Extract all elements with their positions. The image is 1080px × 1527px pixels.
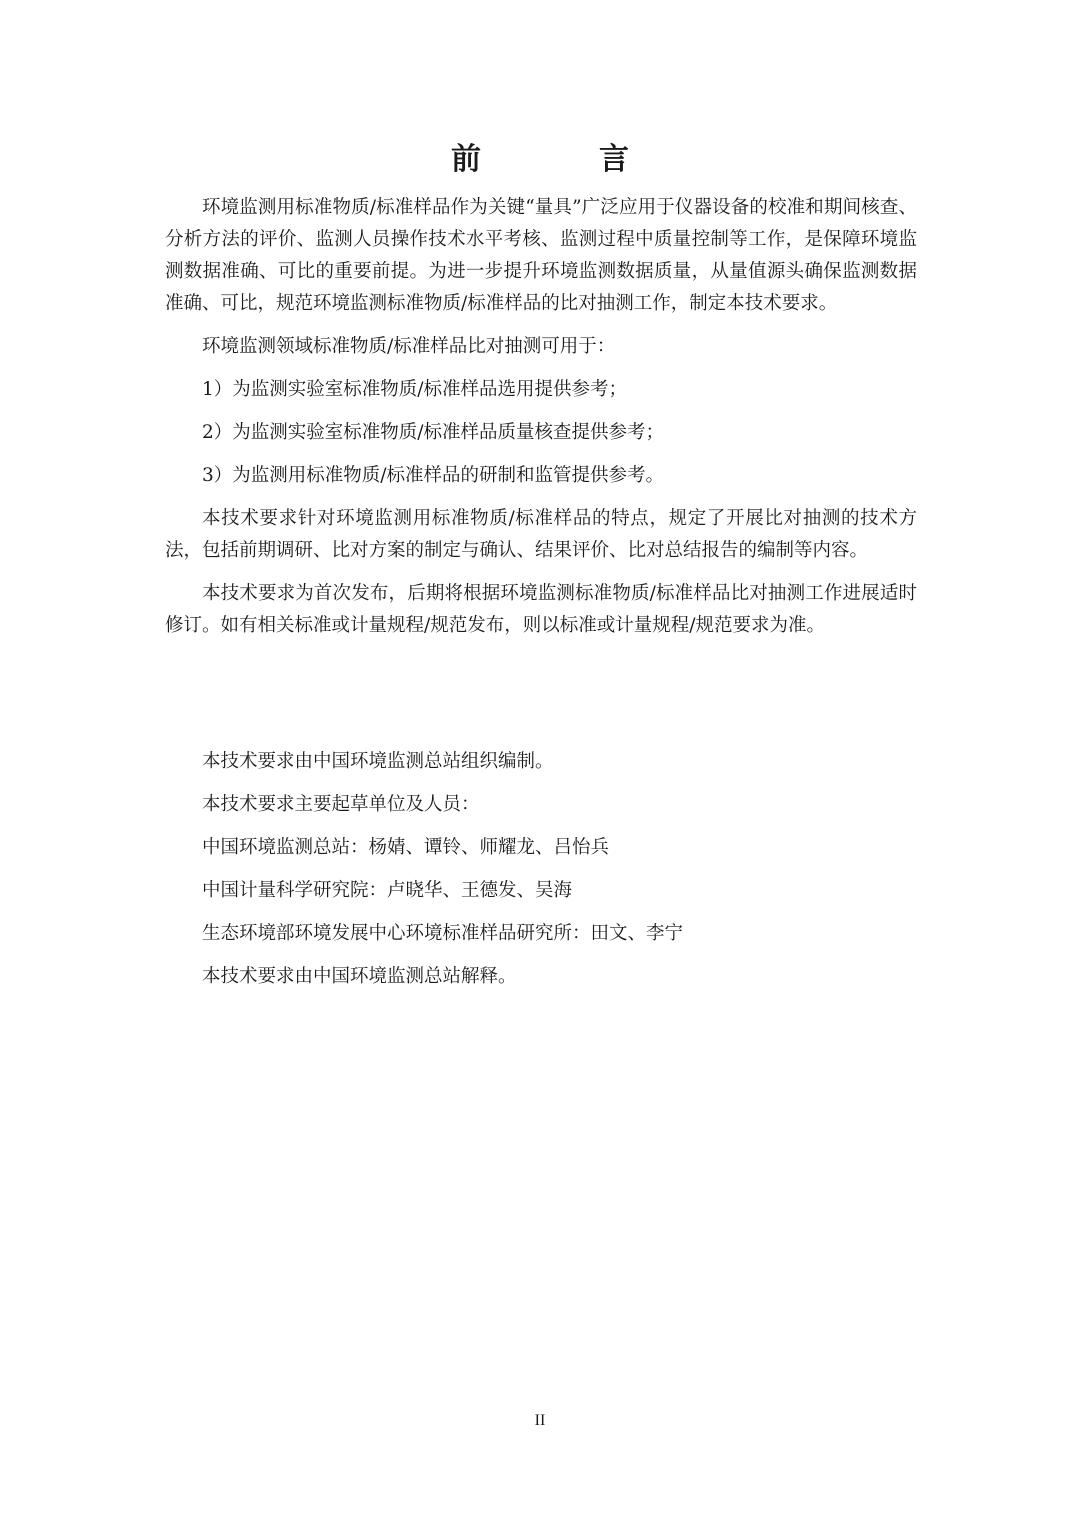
page-title: 前 言: [451, 142, 673, 177]
usage-item-2: 2）为监测实验室标准物质/标准样品质量核查提供参考；: [202, 422, 665, 443]
usage-item-3: 3）为监测用标准物质/标准样品的研制和监管提供参考。: [202, 465, 665, 486]
drafter-line-2: 中国计量科学研究院：卢晓华、王德发、吴海: [202, 880, 573, 901]
scope-paragraph: 本技术要求针对环境监测用标准物质/标准样品的特点，规定了开展比对抽测的技术方法，包括前期调研、比对方案的制定与确认、结果评价、比对总结报告的编制等内容。: [165, 508, 917, 561]
intro-paragraph: 环境监测用标准物质/标准样品作为关键“量具”广泛应用于仪器设备的校准和期间核查、分析方法的评价、监测人员操作技术水平考核、监测过程中质量控制等工作，是保障环境监测数据准确、可比的重要前提。为进一步提升环境监测数据质量，从量值源头确保监测数据准确、可比，规范环境监测标准物质/标准样品的比对抽测工作，制定本技术要求。: [165, 197, 917, 314]
interpreter-line: 本技术要求由中国环境监测总站解释。: [202, 966, 517, 987]
foreword-body: [165, 192, 917, 642]
drafters-intro: 本技术要求主要起草单位及人员：: [202, 794, 480, 815]
revision-paragraph: 本技术要求为首次发布，后期将根据环境监测标准物质/标准样品比对抽测工作进展适时修订。如有相关标准或计量规程/规范发布，则以标准或计量规程/规范要求为准。: [165, 583, 917, 636]
organizer-line: 本技术要求由中国环境监测总站组织编制。: [202, 751, 554, 772]
drafter-line-1: 中国环境监测总站：杨婧、谭铃、师耀龙、吕怡兵: [202, 837, 610, 858]
usage-intro: 环境监测领域标准物质/标准样品比对抽测可用于：: [202, 336, 616, 357]
drafting-info: [165, 746, 917, 993]
usage-item-1: 1）为监测实验室标准物质/标准样品选用提供参考；: [202, 379, 628, 400]
drafter-line-3: 生态环境部环境发展中心环境标准样品研究所：田文、李宁: [202, 923, 684, 944]
page-number: II: [534, 1412, 546, 1429]
